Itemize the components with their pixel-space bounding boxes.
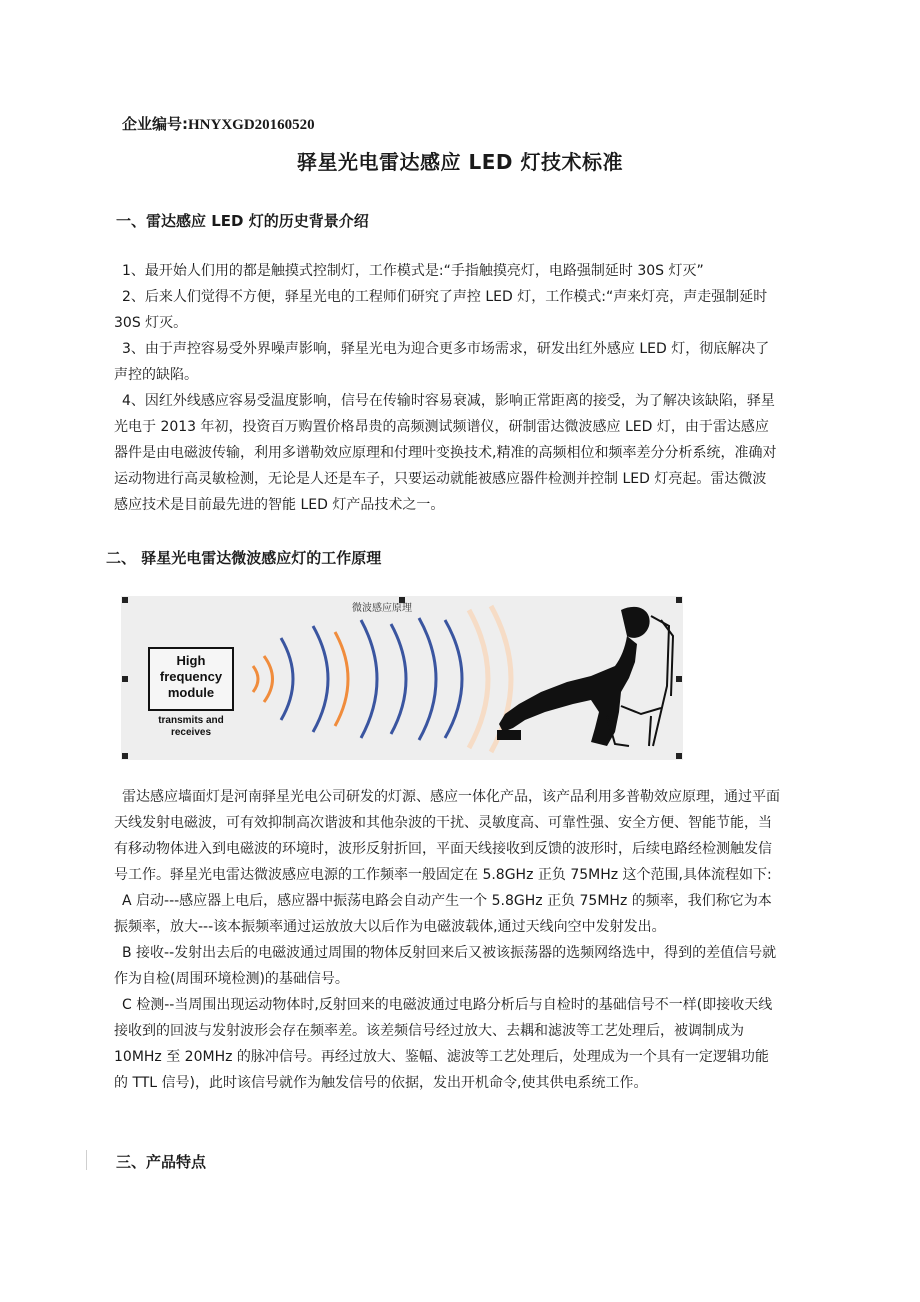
- microwave-diagram: [121, 596, 683, 760]
- document-title: 驿星光电雷达感应 LED 灯技术标准: [297, 150, 623, 174]
- enterprise-code: [122, 113, 315, 134]
- section-heading-features: 三、产品特点: [116, 1153, 207, 1171]
- paragraph: 2、后来人们觉得不方便，驿星光电的工程师们研究了声控 LED 灯，工作模式:“声来灯亮，声走强制延时 30S 灯灭。: [114, 289, 768, 331]
- paragraph: C 检测--当周围出现运动物体时,反射回来的电磁波通过电路分析后与自检时的基础信号不一样(即接收天线接收到的回波与发射波形会存在频率差。该差频信号经过放大、去耦和滤波等工艺处理后，被调制成为 10MHz 至 20MHz 的脉冲信号。再经过放大、鉴幅、滤波等工艺处理后，处理成为一个具有一定逻辑功能的 TTL 信号)，此时该信号就作为触发信号的依据，发出开机命令,使其供电系统工作。: [114, 997, 773, 1091]
- margin-marker: [86, 1150, 87, 1170]
- paragraph: A 启动---感应器上电后，感应器中振荡电路会自动产生一个 5.8GHz 正负 75MHz 的频率，我们称它为本振频率，放大---该本振频率通过运放放大以后作为电磁波载体,通过天线向空中发射发出。: [114, 893, 772, 935]
- paragraph: 雷达感应墙面灯是河南驿星光电公司研发的灯源、感应一体化产品，该产品利用多普勒效应原理，通过平面天线发射电磁波，可有效抑制高次谐波和其他杂波的干扰、灵敏度高、可靠性强、安全方便、智能节能，当有移动物体进入到电磁波的环境时，波形反射折回，平面天线接收到反馈的波形时，后续电路经检测触发信号工作。驿星光电雷达微波感应电源的工作频率一般固定在 5.8GHz 正负 75MHz 这个范围,具体流程如下:: [114, 789, 780, 883]
- sub-label-line-1: transmits and: [158, 715, 224, 726]
- paragraph: B 接收--发射出去后的电磁波通过周围的物体反射回来后又被该振荡器的选频网络选中，得到的差值信号就作为自检(周围环境检测)的基础信号。: [114, 945, 777, 987]
- principle-paragraphs: [114, 784, 780, 1096]
- module-label-line-2: frequency: [159, 669, 223, 684]
- paragraph: 4、因红外线感应容易受温度影响，信号在传输时容易衰减，影响正常距离的接受，为了解决该缺陷，驿星光电于 2013 年初，投资百万购置价格昂贵的高频测试频谱仪，研制雷达微波感应 LED 灯，由于雷达感应器件是由电磁波传输，利用多谱勒效应原理和付理叶变换技术,精准的高频相位和频率差分分析系统，准确对运动物进行高灵敏检测，无论是人还是车子，只要运动就能被感应器件检测并控制 LED 灯亮起。雷达微波感应技术是目前最先进的智能 LED 灯产品技术之一。: [114, 393, 777, 513]
- module-label-line-3: module: [167, 685, 215, 700]
- figure-caption: 微波感应原理: [352, 603, 412, 614]
- paragraph: 1、最开始人们用的都是触摸式控制灯，工作模式是:“手指触摸亮灯，电路强制延时 30S 灯灭”: [122, 263, 704, 279]
- microwave-principle-figure: [121, 596, 683, 760]
- enterprise-code-value: HNYXGD20160520: [188, 117, 315, 133]
- paragraph: 3、由于声控容易受外界噪声影响，驿星光电为迎合更多市场需求，研发出红外感应 LED 灯，彻底解决了声控的缺陷。: [114, 341, 770, 383]
- sub-label-line-2: receives: [170, 727, 212, 738]
- enterprise-code-label: 企业编号:: [122, 115, 188, 133]
- module-label-line-1: High: [176, 653, 206, 668]
- section-heading-history: 一、雷达感应 LED 灯的历史背景介绍: [116, 212, 369, 230]
- history-paragraphs: [114, 258, 780, 518]
- section-heading-principle: 二、 驿星光电雷达微波感应灯的工作原理: [106, 549, 382, 567]
